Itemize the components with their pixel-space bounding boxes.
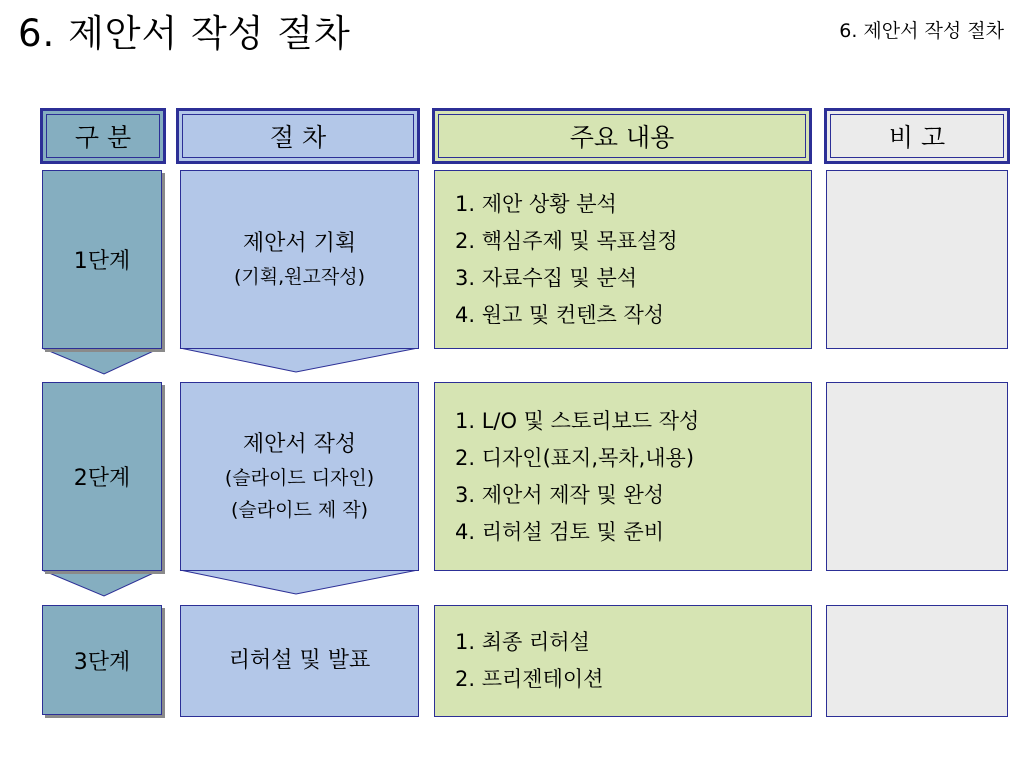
procedure-cell-2: 제안서 작성 (슬라이드 디자인) (슬라이드 제 작)	[180, 382, 419, 571]
header-note: 비 고	[824, 108, 1010, 164]
procedure1-arrow	[180, 348, 418, 372]
note-cell-1	[826, 170, 1008, 349]
content-item: 3. 제안서 제작 및 완성	[455, 482, 665, 507]
stage-cell-3: 3단계	[42, 605, 162, 715]
content-item: 4. 리허설 검토 및 준비	[455, 519, 665, 544]
content-item: 3. 자료수집 및 분석	[455, 265, 638, 290]
page-title: 6. 제안서 작성 절차	[18, 12, 351, 55]
stage2-arrow	[42, 570, 160, 596]
content-cell-1	[434, 170, 812, 349]
note-cell-2	[826, 382, 1008, 571]
content-cell-2	[434, 382, 812, 571]
header-content: 주요 내용	[432, 108, 812, 164]
stage1-arrow	[42, 348, 160, 374]
header-right-label: 6. 제안서 작성 절차	[839, 20, 1004, 42]
content-item: 2. 디자인(표지,목차,내용)	[455, 445, 695, 470]
content-item: 2. 프리젠테이션	[455, 667, 604, 691]
procedure-cell-1: 제안서 기획 (기획,원고작성)	[180, 170, 419, 349]
header-procedure: 절 차	[176, 108, 420, 164]
note-cell-3	[826, 605, 1008, 717]
content-item: 1. 제안 상황 분석	[455, 191, 617, 216]
procedure-cell-3: 리허설 및 발표	[180, 605, 419, 717]
header-stage: 구 분	[40, 108, 166, 164]
content-item: 4. 원고 및 컨텐츠 작성	[455, 302, 665, 327]
content-item: 2. 핵심주제 및 목표설정	[455, 228, 678, 253]
procedure2-arrow	[180, 570, 418, 594]
content-item: 1. 최종 리허설	[455, 630, 590, 654]
stage-cell-2: 2단계	[42, 382, 162, 571]
content-item: 1. L/O 및 스토리보드 작성	[455, 408, 700, 433]
content-cell-3	[434, 605, 812, 717]
stage-cell-1: 1단계	[42, 170, 162, 349]
